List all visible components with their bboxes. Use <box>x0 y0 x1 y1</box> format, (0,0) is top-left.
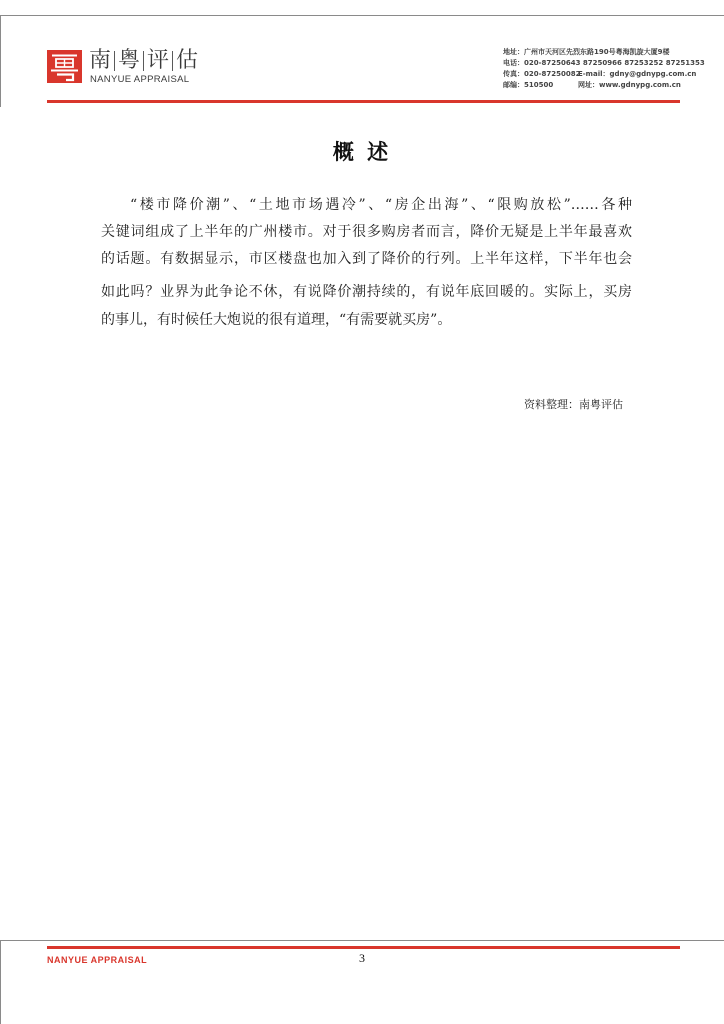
brand-name-en: NANYUE APPRAISAL <box>90 74 190 85</box>
brand-char: 估 <box>176 48 199 73</box>
brand-separator <box>143 51 144 71</box>
source-note: 资料整理：南粤评估 <box>524 398 623 411</box>
contact-fax-email-row <box>503 69 705 80</box>
page-frame-bottom-line <box>0 940 724 941</box>
paragraph-line: “楼市降价潮”、“土地市场遇冷”、“房企出海”、“限购放松”……各种 <box>130 197 632 213</box>
brand-separator <box>114 51 115 71</box>
contact-email: E-mail：gdny@gdnypg.com.cn <box>578 70 697 78</box>
footer-red-rule <box>47 946 680 949</box>
brand-char: 南 <box>89 48 112 73</box>
contact-postcode: 邮编：510500 <box>503 81 554 89</box>
paragraph-line: 如此吗？业界为此争论不休，有说降价潮持续的，有说年底回暖的。实际上，买房 <box>101 284 632 300</box>
logo-seal-icon <box>47 50 82 83</box>
footer-brand-name: NANYUE APPRAISAL <box>47 955 148 965</box>
contact-info <box>503 47 705 91</box>
header-red-rule <box>47 100 680 103</box>
page-title: 概 述 <box>332 140 392 164</box>
contact-fax: 传真：020-87250082 <box>503 70 581 78</box>
contact-website: 网址：www.gdnypg.com.cn <box>578 81 681 89</box>
page-frame-top-line <box>0 15 724 16</box>
paragraph-line: 的事儿，有时候任大炮说的很有道理，“有需要就买房”。 <box>101 312 452 328</box>
brand-name-cn <box>89 48 198 74</box>
brand-separator <box>172 51 173 71</box>
page-number: 3 <box>359 951 365 965</box>
brand-char: 评 <box>147 48 170 73</box>
contact-phone: 电话：020-87250643 87250966 87253252 87251353 <box>503 59 705 67</box>
brand-char: 粤 <box>118 48 141 73</box>
contact-address: 地址：广州市天河区先烈东路190号粤海凯旋大厦9楼 <box>503 48 670 56</box>
paragraph-line: 的话题。有数据显示，市区楼盘也加入到了降价的行列。上半年这样，下半年也会 <box>101 251 632 267</box>
contact-postcode-website-row <box>503 80 705 91</box>
paragraph-line: 关键词组成了上半年的广州楼市。对于很多购房者而言，降价无疑是上半年最喜欢 <box>101 224 632 240</box>
page-frame-left-line-top <box>0 15 1 107</box>
